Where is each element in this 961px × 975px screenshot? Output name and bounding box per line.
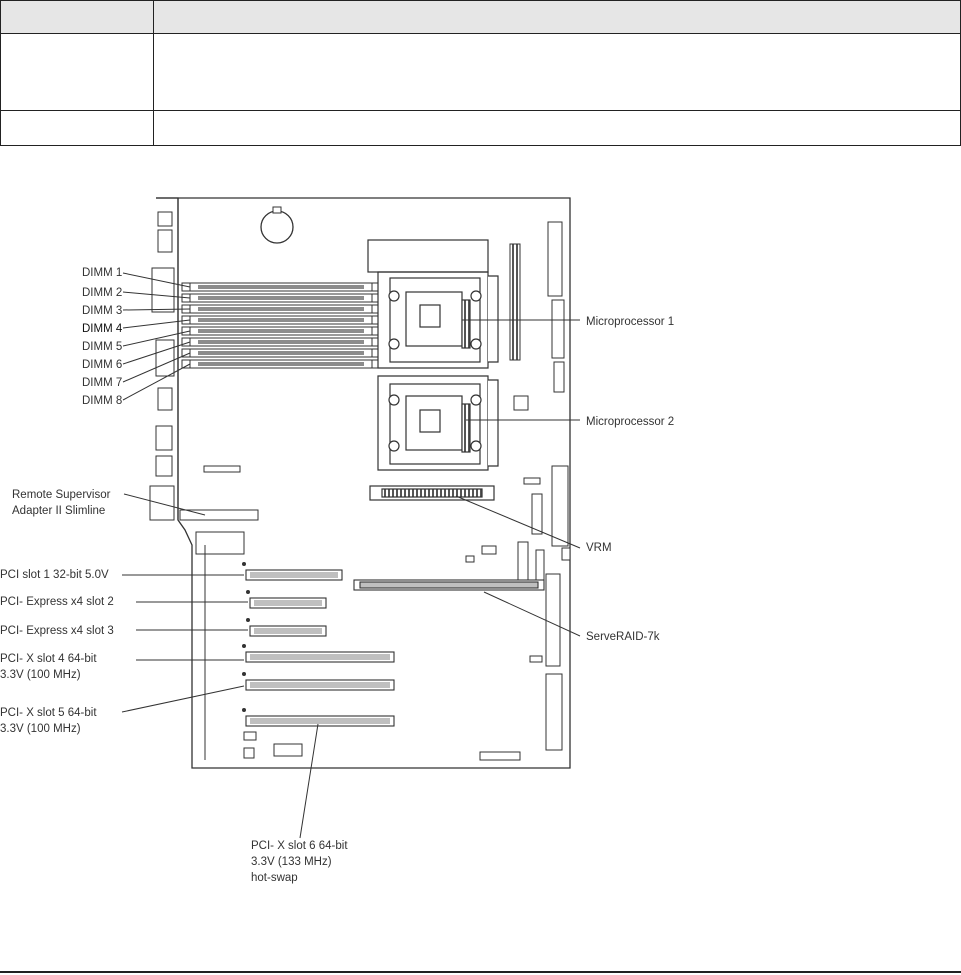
label-pcix-slot-6-line-1: PCI- X slot 6 64-bit [251,840,348,852]
label-pcix-slot-6-line-3: hot-swap [251,872,298,884]
label-pci-slot-1: PCI slot 1 32-bit 5.0V [0,569,109,581]
label-dimm-5: DIMM 5 [82,341,123,353]
dimm-slot-3 [182,305,380,313]
serveraid-slot [354,580,544,590]
label-pcix-slot-5-line-2: 3.3V (100 MHz) [0,723,81,735]
dimm-slot-1 [182,283,380,291]
dimm-slot-2 [182,294,380,302]
dimm-slot-8 [182,360,380,368]
label-pcix-slot-5-line-1: PCI- X slot 5 64-bit [0,707,97,719]
dimm-slot-5 [182,327,380,335]
label-microprocessor-1: Microprocessor 1 [586,316,675,328]
label-dimm-3: DIMM 3 [82,305,123,317]
right-header-connector [510,244,520,360]
label-pcie-slot-2: PCI- Express x4 slot 2 [0,596,114,608]
dimm-slot-7 [182,349,380,357]
label-pcix-slot-4-line-1: PCI- X slot 4 64-bit [0,653,97,665]
label-pcix-slot-6-line-2: 3.3V (133 MHz) [251,856,332,868]
vrm-connector [370,486,494,500]
label-dimm-8: DIMM 8 [82,395,123,407]
dimm-slot-6 [182,338,380,346]
dimm-slot-4 [182,316,380,324]
label-dimm-6: DIMM 6 [82,359,123,371]
label-rsa-line-2: Adapter II Slimline [12,505,106,517]
label-microprocessor-2: Microprocessor 2 [586,416,675,428]
label-pcie-slot-3: PCI- Express x4 slot 3 [0,625,114,637]
microprocessor-2-socket [378,376,498,470]
label-dimm-7: DIMM 7 [82,377,123,389]
label-dimm-4: DIMM 4 [82,323,123,335]
label-dimm-2: DIMM 2 [82,287,123,299]
rear-io-connectors [150,212,174,520]
label-dimm-1: DIMM 1 [82,267,123,279]
label-vrm: VRM [586,542,612,554]
label-serveraid: ServeRAID-7k [586,631,660,643]
page-bottom-rule [0,971,961,973]
label-pcix-slot-4-line-2: 3.3V (100 MHz) [0,669,81,681]
label-rsa-line-1: Remote Supervisor [12,489,111,501]
